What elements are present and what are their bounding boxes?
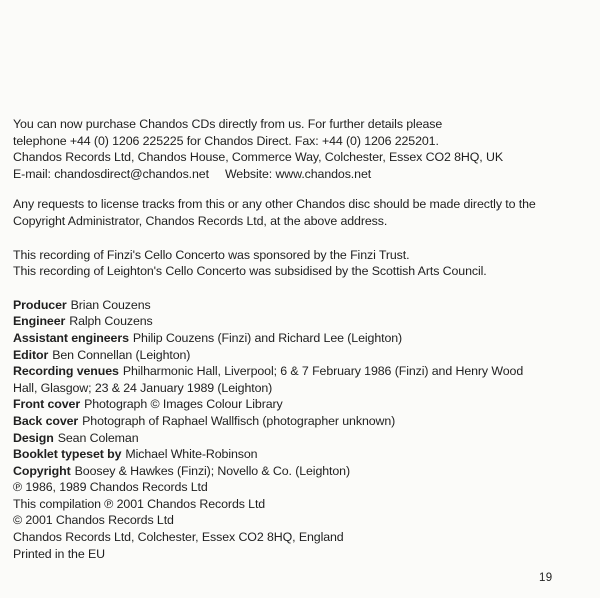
credit-label: Front cover xyxy=(13,397,81,412)
purchase-line: Chandos Records Ltd, Chandos House, Commerce Way, Colchester, Essex CO2 8HQ, UK xyxy=(13,150,503,165)
credit-label: Design xyxy=(13,430,54,445)
sponsorship-line: This recording of Leighton's Cello Concerto was subsidised by the Scottish Arts Council. xyxy=(13,264,487,279)
credit-value: Printed in the EU xyxy=(13,546,105,561)
credit-label: Assistant engineers xyxy=(13,330,129,345)
credit-line-design xyxy=(13,430,596,447)
credit-line-copyright xyxy=(13,463,596,480)
credit-line-assistant-engineers xyxy=(13,330,596,347)
purchase-line: You can now purchase Chandos CDs directly from us. For further details please xyxy=(13,117,443,131)
credit-value: Boosey & Hawkes (Finzi); Novello & Co. (Leighton) xyxy=(74,463,350,478)
credit-label: Back cover xyxy=(13,413,79,428)
credit-value: Ben Connellan (Leighton) xyxy=(52,347,191,362)
credit-value: Chandos Records Ltd, Colchester, Essex CO2 8HQ, England xyxy=(13,530,344,545)
credit-value: Philip Couzens (Finzi) and Richard Lee (Leighton) xyxy=(132,330,403,345)
credit-value: Sean Coleman xyxy=(57,430,139,445)
credit-line-editor xyxy=(13,347,596,364)
sponsorship-line: This recording of Finzi's Cello Concerto was sponsored by the Finzi Trust. xyxy=(13,247,410,262)
licensing-line: Copyright Administrator, Chandos Records Ltd, at the above address. xyxy=(13,213,388,228)
credit-line-address xyxy=(13,529,596,546)
credit-value: Michael White-Robinson xyxy=(125,447,258,462)
credit-label: Booklet typeset by xyxy=(13,447,122,462)
website-text: Website: www.chandos.net xyxy=(224,166,372,181)
credit-value: This compilation ℗ 2001 Chandos Records Ltd xyxy=(13,496,266,511)
credit-label: Editor xyxy=(13,347,49,362)
credit-value: Photograph © Images Colour Library xyxy=(84,397,283,412)
purchase-info-paragraph xyxy=(13,116,596,182)
credit-line-producer xyxy=(13,297,596,314)
credit-line-engineer xyxy=(13,313,596,330)
credit-value: ℗ 1986, 1989 Chandos Records Ltd xyxy=(13,480,208,495)
credit-value: Ralph Couzens xyxy=(69,314,153,329)
credit-value: Photograph of Raphael Wallfisch (photographer unknown) xyxy=(82,413,396,428)
purchase-line: telephone +44 (0) 1206 225225 for Chandos Direct. Fax: +44 (0) 1206 225201. xyxy=(13,133,439,148)
credit-line-recording-venues-continued xyxy=(13,380,596,397)
credit-line-printed xyxy=(13,546,596,563)
credits-block xyxy=(13,297,596,563)
credit-value: Hall, Glasgow; 23 & 24 January 1989 (Leighton) xyxy=(13,380,273,395)
credit-value: © 2001 Chandos Records Ltd xyxy=(13,513,174,528)
credit-line-phonogram-1986 xyxy=(13,479,596,496)
contact-line xyxy=(13,166,596,183)
licensing-line: Any requests to license tracks from this or any other Chandos disc should be made directly to the xyxy=(13,197,536,212)
licensing-paragraph xyxy=(13,196,596,229)
email-text: E-mail: chandosdirect@chandos.net xyxy=(13,166,209,181)
credit-line-front-cover xyxy=(13,396,596,413)
credit-label: Producer xyxy=(13,297,67,312)
credit-label: Recording venues xyxy=(13,364,119,379)
credit-line-compilation-2001 xyxy=(13,496,596,513)
sponsorship-paragraph xyxy=(13,247,596,280)
credit-line-recording-venues xyxy=(13,363,596,380)
page-number: 19 xyxy=(539,572,553,584)
credit-line-copyright-2001 xyxy=(13,512,596,529)
credit-value: Philharmonic Hall, Liverpool; 6 & 7 February 1986 (Finzi) and Henry Wood xyxy=(122,364,524,379)
credit-line-back-cover xyxy=(13,413,596,430)
credit-label: Copyright xyxy=(13,463,71,478)
credit-value: Brian Couzens xyxy=(70,297,151,312)
credit-label: Engineer xyxy=(13,314,66,329)
credit-line-booklet-typeset xyxy=(13,446,596,463)
